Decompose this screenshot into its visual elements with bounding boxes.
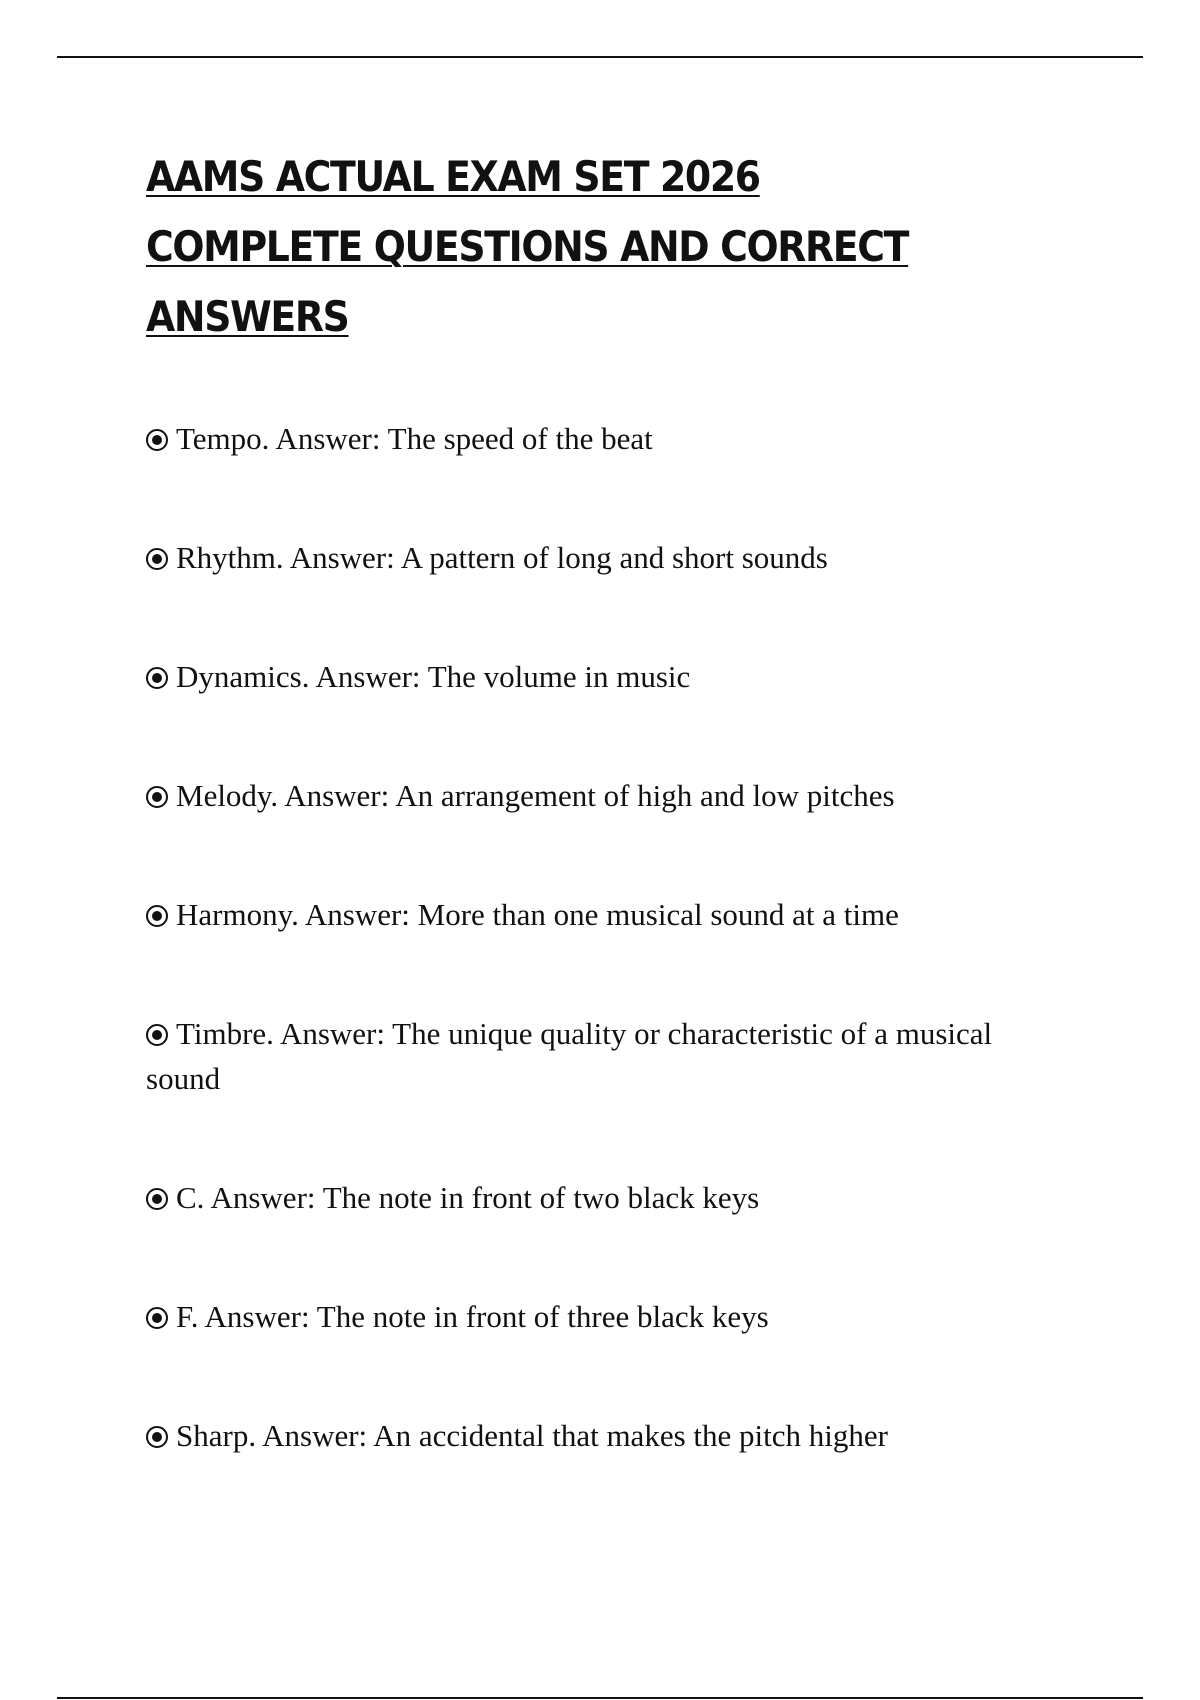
top-rule: [57, 56, 1143, 58]
qa-list: [146, 416, 1046, 1532]
bottom-rule: [57, 1697, 1143, 1699]
radio-bullet-icon: [146, 905, 168, 927]
radio-bullet-icon: [146, 786, 168, 808]
qa-text: Tempo. Answer: The speed of the beat: [176, 421, 653, 456]
qa-text: C. Answer: The note in front of two black keys: [176, 1180, 760, 1215]
list-item: [146, 892, 1046, 937]
qa-text: Melody. Answer: An arrangement of high and low pitches: [176, 778, 895, 813]
radio-bullet-icon: [146, 429, 168, 451]
qa-text: Timbre. Answer: The unique quality or characteristic of a musical sound: [146, 1016, 993, 1096]
radio-bullet-icon: [146, 1307, 168, 1329]
radio-bullet-icon: [146, 548, 168, 570]
qa-text: F. Answer: The note in front of three black keys: [176, 1299, 769, 1334]
qa-text: Dynamics. Answer: The volume in music: [176, 659, 691, 694]
radio-bullet-icon: [146, 667, 168, 689]
list-item: [146, 535, 1046, 580]
list-item: [146, 1011, 1046, 1101]
radio-bullet-icon: [146, 1024, 168, 1046]
radio-bullet-icon: [146, 1188, 168, 1210]
qa-text: Sharp. Answer: An accidental that makes the pitch higher: [176, 1418, 888, 1453]
list-item: [146, 654, 1046, 699]
radio-bullet-icon: [146, 1426, 168, 1448]
qa-text: Harmony. Answer: More than one musical sound at a time: [176, 897, 899, 932]
list-item: [146, 773, 1046, 818]
list-item: [146, 416, 1046, 461]
list-item: [146, 1294, 1046, 1339]
document-title: AAMS ACTUAL EXAM SET 2026 COMPLETE QUESTIONS AND CORRECT ANSWERS: [146, 152, 909, 341]
list-item: [146, 1413, 1046, 1458]
list-item: [146, 1175, 1046, 1220]
qa-text: Rhythm. Answer: A pattern of long and short sounds: [176, 540, 828, 575]
